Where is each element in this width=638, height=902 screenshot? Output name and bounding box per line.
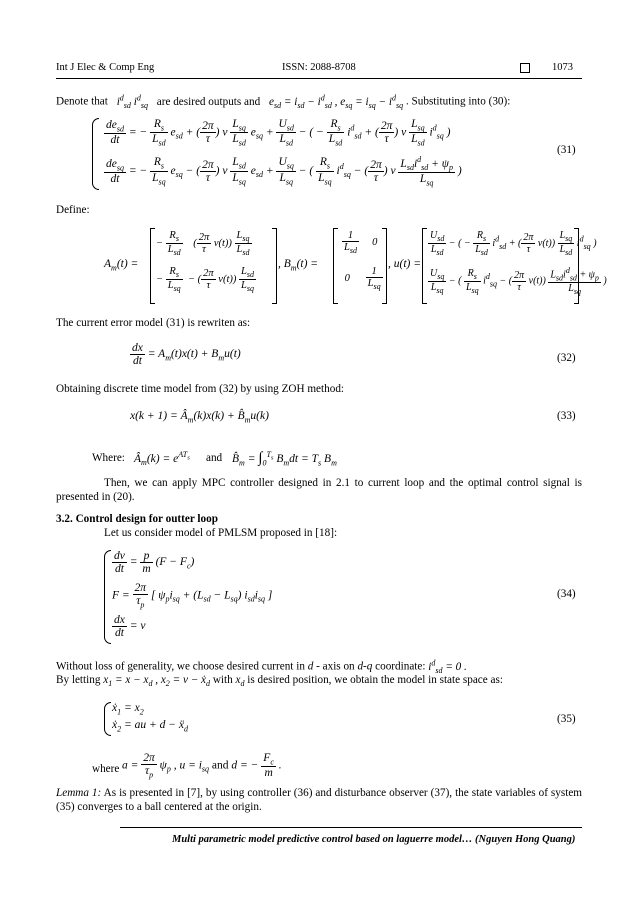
where-and: and (206, 452, 223, 464)
lemma-paragraph: Lemma 1: As is presented in [7], by using controller (36) and disturbance observer (37), the state variables of system (35) converges to a ball centered at the origin. (56, 787, 582, 813)
eq32: $\frac{dx}{dt}$ = $A_m(t)x(t) + B_mu(t)$ (132, 342, 241, 367)
u-row2: $\frac{U_{sq}}{L_{sq}}$ − ( $\frac{R_s}{L_{sq}}$ $i^d_{sq}$ − ( $\frac{2\pi}{\tau}$ v(t)) $\frac{L_{sd}i^d_{sd} + \psi_p}{L_{sq}}$ ) (430, 266, 607, 297)
bm-row2: 0 $\frac{1}{L_{sq}}$ (342, 266, 381, 292)
b-hat-def: $B̂_m = \int_0^{T_s}$ $B_mdt = T_s$ $B_m$ (232, 450, 337, 468)
eq35-brace (104, 702, 111, 736)
eq31-row1: $\frac{de_{sd}}{dt}$ = − $\frac{R_s}{L_{sd}}$ $e_{sd}$ + ( $\frac{2\pi}{\tau}$ ) v $\frac{L_{sq}}{L_{sd}}$ $e_{sq}$ + $\frac{U_{sd}}{L_{sd}}$ − ( − $\frac{R_s}{L_{sd}}$ $i^d_{sd}$ + ( $\frac{2\pi}{\tau}$ ) v $\frac{L_{sq}}{L_{sd}}$ $i^d_{sq}$ ) (106, 118, 451, 148)
a-def: a = $\frac{2\pi}{\tau_p}$ $\psi_p$ , $u = i_{sq}$ and d = − $\frac{F_c}{m}$ . (122, 752, 282, 780)
page-number: 1073 (552, 62, 573, 73)
issn: ISSN: 2088-8708 (282, 62, 356, 73)
am-right-bracket (272, 228, 277, 304)
bm-label: , $B_m(t)$ = (278, 258, 319, 273)
mpc-paragraph: Then, we can apply MPC controller designed in 2.1 to current loop and the optimal control signal is presented in (20). (56, 477, 582, 503)
eq35-row1: ẋ$_1$ = $x_2$ (112, 702, 144, 717)
loss-paragraph: Without loss of generality, we choose desired current in d - axis on d-q coordinate: $i^d_{sd} = 0$ . (56, 658, 467, 675)
eq31-number: (31) (557, 144, 576, 156)
rewritten-paragraph: The current error model (31) is rewriten as: (56, 317, 251, 329)
eq31-row2: $\frac{de_{sq}}{dt}$ = − $\frac{R_s}{L_{sq}}$ $e_{sq}$ − ( $\frac{2\pi}{\tau}$ ) v $\frac{L_{sd}}{L_{sq}}$ $e_{sd}$ + $\frac{U_{sq}}{L_{sq}}$ − ( $\frac{R_s}{L_{sq}}$ $i^d_{sq}$ − ( $\frac{2\pi}{\tau}$ ) v $\frac{L_{sd}i^d_{sd} + \psi_p}{L_{sq}}$ ) (106, 155, 462, 188)
eq34-number: (34) (557, 588, 576, 600)
bm-right-bracket (382, 228, 387, 304)
header-rule (56, 78, 582, 79)
bm-left-bracket (333, 228, 338, 304)
eq31-brace (92, 118, 99, 190)
am-left-bracket (150, 228, 155, 304)
u-row1: $\frac{U_{sd}}{L_{sd}}$ − ( − $\frac{R_s}{L_{sd}}$ $i^d_{sd}$ + ( $\frac{2\pi}{\tau}$ v(t)) $\frac{L_{sq}}{L_{sd}}$ $i^d_{sq}$ ) (430, 230, 597, 257)
where-label: Where: (92, 452, 125, 464)
eq34-row1: $\frac{dv}{dt}$ = $\frac{p}{m}$ $(F - F_c)$ (114, 550, 195, 575)
u-left-bracket (422, 228, 427, 304)
footer-rule (120, 827, 582, 828)
bm-row1: $\frac{1}{L_{sd}}$ 0 (344, 230, 378, 256)
letting-paragraph: By letting $x_1 = x - x_d$ , $x_2 = v$ − ẋ$_d$ with $x_d$ is desired position, we obtain the model in state space as: (56, 674, 503, 689)
am-label: $A_m(t)$ = (104, 258, 139, 273)
u-label: , u(t) = (388, 258, 421, 270)
journal-name: Int J Elec & Comp Eng (56, 62, 155, 73)
eq35-number: (35) (557, 713, 576, 725)
eq33: $x(k + 1) = Â_m(k)x(k)$ + $B̂_mu(k)$ (130, 410, 269, 425)
checkbox-glyph-icon (520, 63, 530, 73)
am-row2: − $\frac{R_s}{L_{sq}}$ − ( $\frac{2\pi}{\tau}$ v(t)) $\frac{L_{sd}}{L_{sq}}$ (156, 266, 254, 294)
eq34-row2: F = $\frac{2\pi}{\tau_p}$ [ $\psi_pi_{sq} + (L_{sd} - L_{sq})$ $i_{sd}i_{sq}$ ] (112, 582, 273, 610)
where2-label: where (92, 763, 120, 775)
model-paragraph: Let us consider model of PMLSM proposed in [18]: (104, 527, 338, 539)
u-right-bracket (574, 228, 579, 304)
a-hat-def: $Â_m(k) = e^{AT_s}$ (134, 450, 190, 468)
denote-paragraph: Denote that $i^d_{sd}$ $i^d_{sq}$ are desired outputs and $e_{sd} = i_{sd} - i^d_{sd}$ , $e_{sq} = i_{sq} - i^d_{sq}$ . Substituting into (30): (56, 93, 511, 110)
zoh-paragraph: Obtaining discrete time model from (32) by using ZOH method: (56, 383, 345, 395)
eq33-number: (33) (557, 410, 576, 422)
eq34-row3: $\frac{dx}{dt}$ = v (114, 614, 146, 639)
eq32-number: (32) (557, 352, 576, 364)
am-row1: − $\frac{R_s}{L_{sd}}$ ( $\frac{2\pi}{\tau}$ v(t)) $\frac{L_{sq}}{L_{sd}}$ (156, 230, 250, 258)
section-heading: 3.2. Control design for outter loop (56, 513, 218, 525)
define-label: Define: (56, 204, 90, 216)
eq34-brace (104, 550, 111, 644)
footer-text: Multi parametric model predictive control based on laguerre model… (Nguyen Hong Quang) (172, 834, 576, 845)
eq35-row2: ẋ$_2$ = au + d − ẍ$_d$ (112, 719, 188, 734)
